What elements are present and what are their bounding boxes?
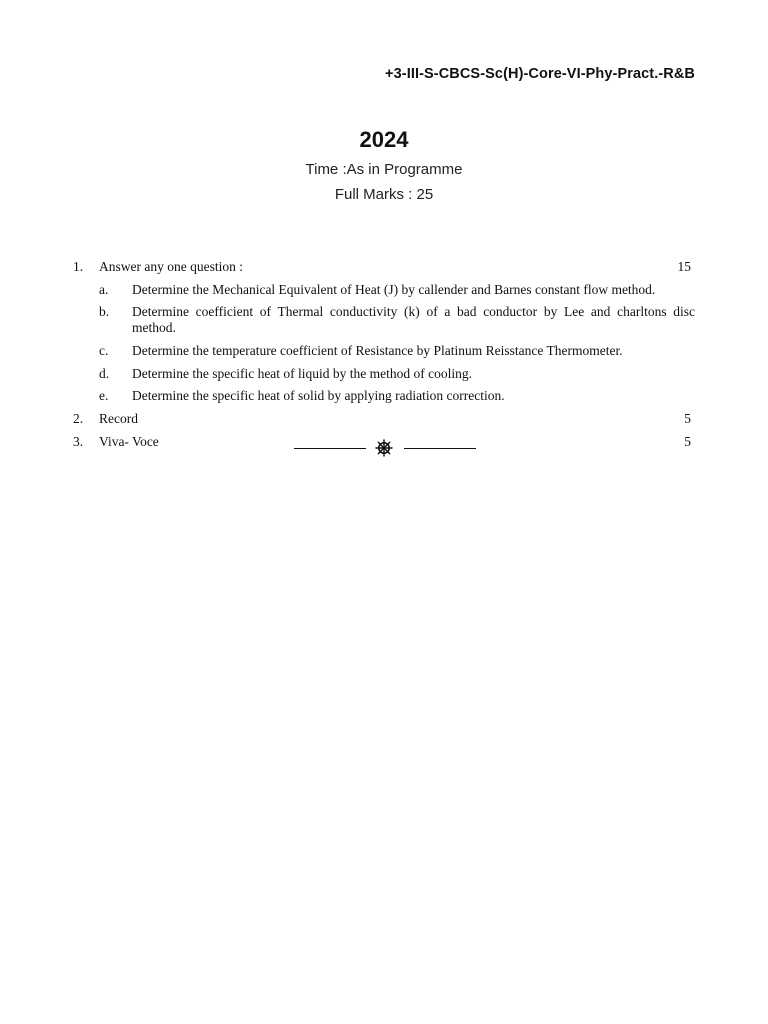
option-text: Determine the temperature coefficient of Resistance by Platinum Reisstance Thermometer. [132,343,623,358]
option-text: Determine the specific heat of liquid by the method of cooling. [132,366,473,381]
question-text: Answer any one question : [99,259,243,274]
paper-code: +3-III-S-CBCS-Sc(H)-Core-VI-Phy-Pract.-R&B [385,66,695,82]
exam-year: 2024 [359,127,409,152]
option-text: Determine the Mechanical Equivalent of Heat (J) by callender and Barnes constant flow method. [132,282,656,297]
option-letter: e. [99,388,109,403]
option-letter: d. [99,366,110,381]
option-letter: a. [99,282,109,297]
divider-line-left [294,448,366,449]
exam-time: Time :As in Programme [305,161,463,178]
option-letter: c. [99,343,109,358]
dharma-wheel-icon [375,439,393,457]
question-number: 1. [73,259,84,274]
option-text: Determine coefficient of Thermal conductivity (k) of a bad conductor by Lee and charltons disc method. [132,304,695,335]
question-marks: 5 [684,411,691,426]
full-marks: Full Marks : 25 [334,186,434,203]
divider-line-right [404,448,476,449]
end-divider [294,438,476,456]
option-letter: b. [99,304,110,319]
question-number: 3. [73,434,84,449]
question-marks: 5 [684,434,691,449]
question-marks: 15 [677,259,691,274]
option-text: Determine the specific heat of solid by applying radiation correction. [132,388,505,403]
question-number: 2. [73,411,84,426]
question-text: Record [99,411,138,426]
question-text: Viva- Voce [99,434,159,449]
